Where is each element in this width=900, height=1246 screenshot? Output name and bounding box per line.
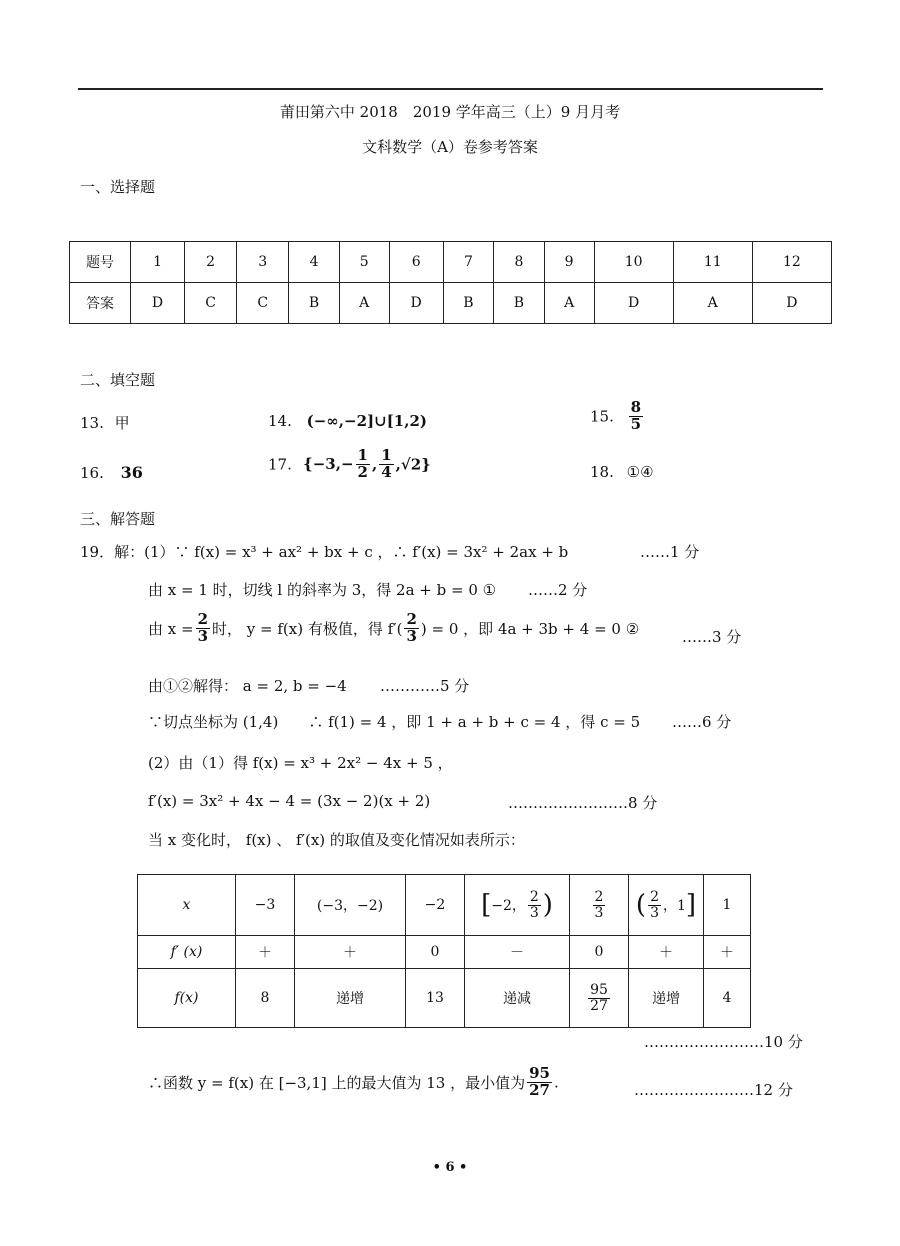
denominator: 2 [357,462,368,481]
numerator: 2 [197,610,209,628]
table-cell [629,875,704,936]
solution-line-10 [148,1066,559,1099]
solution-line-3 [148,612,639,645]
answer-cell: D [594,283,673,324]
fraction [629,400,643,433]
table-cell [465,875,570,936]
answer-cell: B [494,283,545,324]
answer-15 [590,400,645,433]
answer-16 [80,463,143,482]
denominator: 3 [529,904,539,921]
score-mark: ……2 分 [528,581,588,599]
table-cell: 1 [704,875,751,936]
numerator: 8 [630,398,642,416]
table-cell: 0 [406,936,465,969]
question-number: 13. [80,414,104,432]
question-number: 16. [80,464,104,482]
page-subtitle: 文科数学（A）卷参考答案 [362,138,538,156]
question-number: 11 [673,242,752,283]
table-cell: 递增 [295,969,406,1028]
numerator: 2 [529,888,539,905]
right-bracket-icon: ) [542,890,553,920]
table-row [138,936,751,969]
answer-text: ,√2} [395,455,431,474]
question-number: 6 [389,242,443,283]
answer-text: , [371,455,378,474]
choice-answer-table [69,241,832,324]
answer-text: 36 [120,463,143,482]
question-number: 10 [594,242,673,283]
table-cell: － [465,936,570,969]
question-number: 9 [544,242,594,283]
answer-text: {−3,− [303,455,354,474]
answer-18 [590,463,654,481]
table-cell: −2 [406,875,465,936]
solution-line-8: 当 x 变化时， f(x) 、 f′(x) 的取值及变化情况如表所示： [148,831,525,849]
question-number: 8 [494,242,545,283]
section1-heading: 一、选择题 [80,178,156,196]
question-number: 2 [185,242,237,283]
math-text: ，1 [663,898,686,914]
numerator: 95 [590,981,608,998]
question-number: 14. [268,412,292,430]
row-label: f(x) [138,969,236,1028]
table-row [138,969,751,1028]
math-text: 由 x = [148,619,194,638]
score-mark: ……………………10 分 [644,1033,803,1051]
answer-cell: A [339,283,389,324]
right-bracket-icon: ] [685,890,697,920]
denominator: 3 [197,626,209,645]
question-number: 7 [443,242,494,283]
table-cell: 递增 [629,969,704,1028]
answer-text: (−∞,−2]∪[1,2) [306,412,427,430]
variation-table [137,874,751,1028]
question-number: 18. [590,463,614,481]
fraction [379,448,393,481]
math-text: ∴函数 y = f(x) 在 [−3,1] 上的最大值为 13 ，最小值为 [148,1073,526,1092]
fraction [588,983,610,1013]
table-cell: ＋ [704,936,751,969]
row-label: 答案 [70,283,131,324]
table-cell: 递减 [465,969,570,1028]
math-text: −2， [491,898,526,914]
numerator: 2 [406,610,417,628]
score-mark: ……6 分 [672,713,732,731]
score-mark: …………5 分 [380,677,470,695]
fraction [648,890,661,920]
math-text: ) = 0 ，即 4a + 3b + 4 = 0 ② [420,619,640,638]
left-paren-icon: ( [635,890,647,920]
question-number: 15. [590,407,614,426]
solution-line-5: ∵切点坐标为 (1,4) ∴ f(1) = 4 ，即 1 + a + b + c = 4 ，得 c = 5 [148,713,641,731]
score-mark: ……3 分 [682,628,742,646]
numerator: 2 [594,888,604,905]
solution-line-4: 由①②解得： a = 2, b = −4 [148,677,347,695]
table-cell: (−3，−2) [295,875,406,936]
math-text: . [554,1073,559,1092]
table-cell: 0 [570,936,629,969]
answer-cell: C [237,283,289,324]
answer-text: ①④ [626,463,654,481]
answer-cell: D [131,283,185,324]
denominator: 27 [529,1080,550,1099]
row-label: x [138,875,236,936]
math-text: 时， y = f(x) 有极值，得 f′( [212,619,403,638]
denominator: 3 [594,904,604,921]
table-cell: ＋ [629,936,704,969]
answer-13 [80,412,130,433]
table-cell: 13 [406,969,465,1028]
answer-17 [268,448,431,481]
section2-heading: 二、填空题 [80,371,156,389]
denominator: 3 [650,904,659,921]
numerator: 2 [650,888,659,905]
numerator: 1 [381,446,392,464]
top-rule [78,88,823,90]
fraction [593,890,606,920]
answer-cell: B [443,283,494,324]
answer-cell: D [752,283,831,324]
row-label: f′ (x) [138,936,236,969]
question-number: 1 [131,242,185,283]
question-number: 3 [237,242,289,283]
numerator: 1 [357,446,368,464]
table-row [138,875,751,936]
row-label: 题号 [70,242,131,283]
fraction [404,612,418,645]
score-mark: ……………………8 分 [508,794,658,812]
answer-text: 甲 [114,414,130,432]
page-title: 莆田第六中 2018 2019 学年高三（上）9 月月考 [279,103,621,121]
table-cell: −3 [236,875,295,936]
denominator: 27 [590,997,608,1014]
table-row [70,242,832,283]
answer-14 [268,412,427,430]
denominator: 5 [630,414,642,433]
table-cell: ＋ [295,936,406,969]
denominator: 4 [381,462,392,481]
solution-line-2: 由 x = 1 时，切线 l 的斜率为 3，得 2a + b = 0 ① [148,581,497,599]
fraction [356,448,370,481]
solution-line-7: f′(x) = 3x² + 4x − 4 = (3x − 2)(x + 2) [148,792,431,810]
question-number: 5 [339,242,389,283]
table-cell [570,875,629,936]
fraction [196,612,210,645]
left-bracket-icon: [ [481,890,492,920]
fraction [528,890,541,920]
table-cell [570,969,629,1028]
question-number: 4 [289,242,340,283]
denominator: 3 [406,626,417,645]
answer-cell: D [389,283,443,324]
solution-line-6: (2）由（1）得 f(x) = x³ + 2x² − 4x + 5 ， [148,754,453,772]
answer-cell: B [289,283,340,324]
answer-cell: A [544,283,594,324]
section3-heading: 三、解答题 [80,510,156,528]
question-number: 12 [752,242,831,283]
score-mark: ……………………12 分 [634,1081,793,1099]
numerator: 95 [529,1064,550,1082]
table-cell: 8 [236,969,295,1028]
table-cell: ＋ [236,936,295,969]
answer-cell: A [673,283,752,324]
answer-cell: C [185,283,237,324]
table-cell: 4 [704,969,751,1028]
solution-line-1: 19．解：(1）∵ f(x) = x³ + ax² + bx + c ，∴ f′(x) = 3x² + 2ax + b [80,543,569,561]
fraction [527,1066,552,1099]
score-mark: ……1 分 [640,543,700,561]
table-row [70,283,832,324]
question-number: 17. [268,455,292,474]
page-number: • 6 • [432,1160,468,1175]
